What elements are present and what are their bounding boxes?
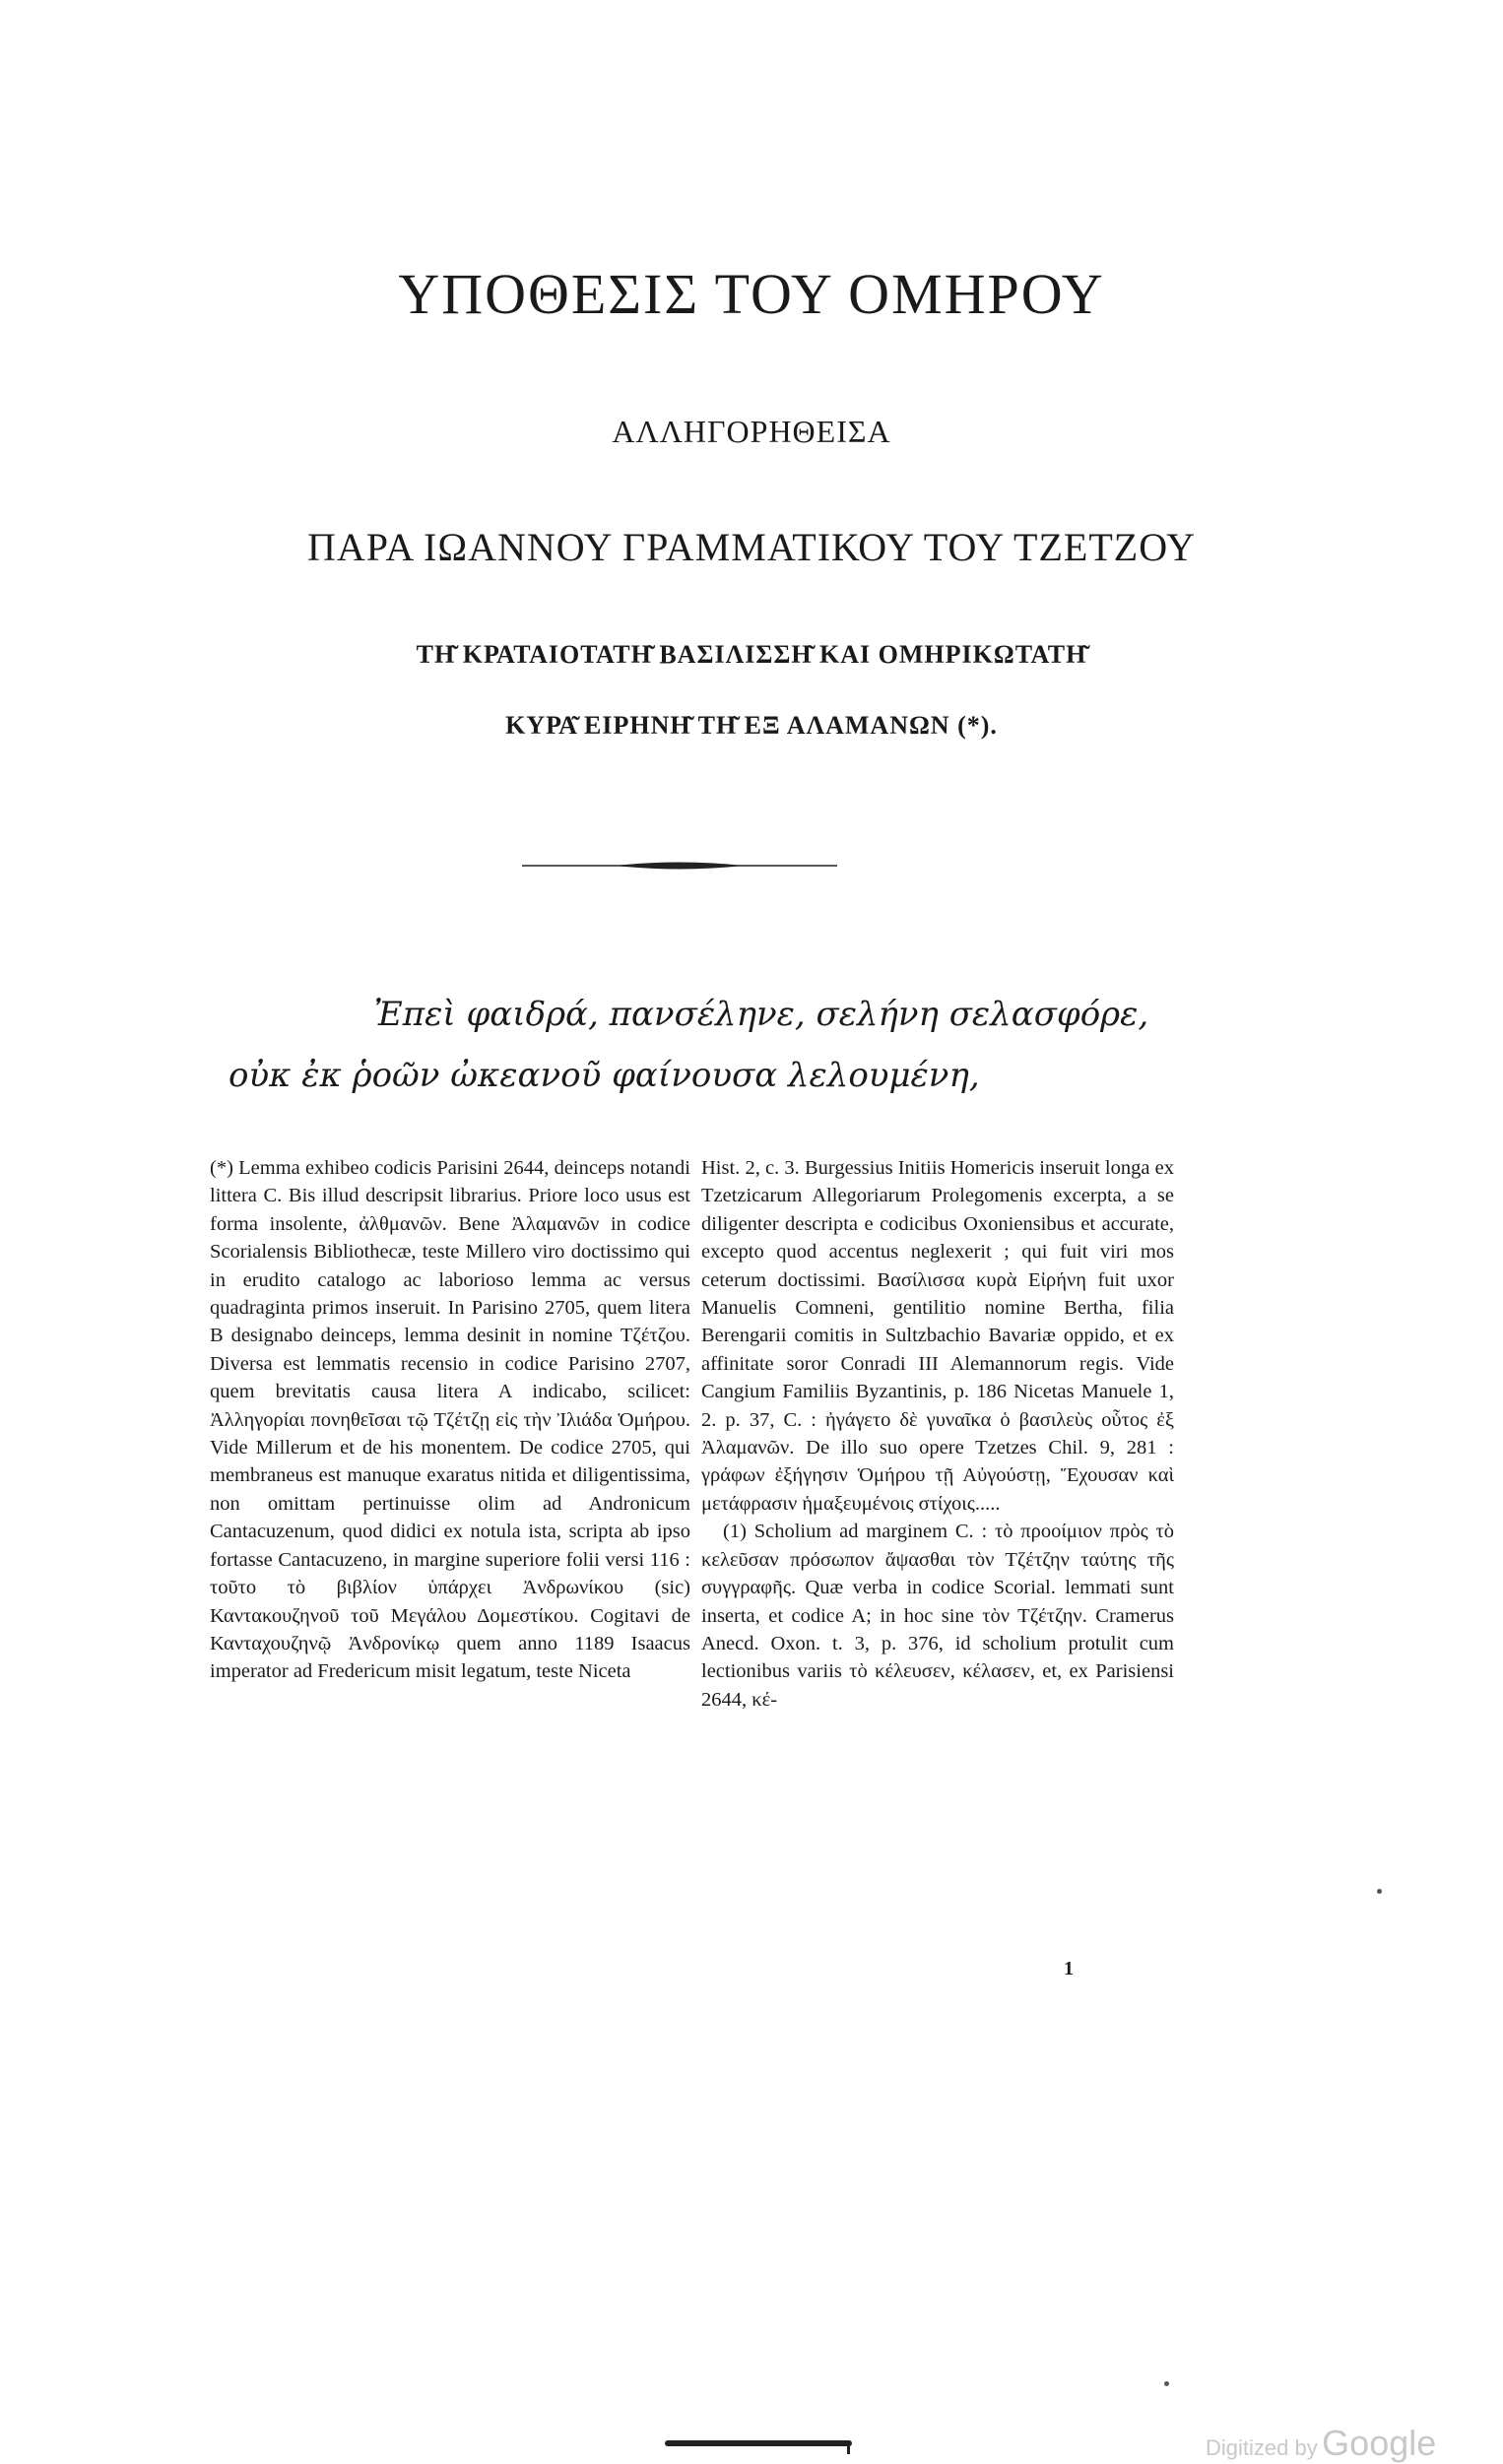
footnote-text: (1) Scholium ad marginem C. : τὸ προοίμιον πρὸς τὸ κελεῦσαν πρόσωπον ἄψασθαι τὸν Τζέτζην ταύτης τῆς συγγραφῆς. Quæ verba in codice Scorial. lemmati sunt inserta, et codice A; in hoc sine τὸν Τζέτζην. Cramerus Anecd. Oxon. t. 3, p. 376, id scholium protulit cum lectionibus variis τὸ κέλευσεν, κέλασεν, et, ex Parisiensi 2644, κέ- <box>701 1521 1174 1711</box>
subtitle-author: ΠΑΡΑ ΙΩΑΝΝΟΥ ΓΡΑΜΜΑΤΙΚΟΥ ΤΟΥ ΤΖΕΤΖΟΥ <box>306 525 1196 569</box>
scan-speck <box>1164 2381 1169 2386</box>
footnote-column-left <box>210 1154 690 1686</box>
subtitle-allegorized: ΑΛΛΗΓΟΡΗΘΕΙΣΑ <box>612 414 891 449</box>
page-number: 1 <box>1064 1958 1074 1979</box>
dedication-line-1: ΤΗ͂ ΚΡΑΤΑΙΟΤΑΤΗ͂ ΒΑΣΙΛΙΣΣΗ͂ ΚΑΙ ΟΜΗΡΙΚΩΤΑΤΗ͂ <box>416 640 1087 669</box>
poem-line-1: Ἐπεὶ φαιδρά, πανσέληνε, σελήνη σελασφόρε, <box>373 995 1149 1034</box>
google-logo: Google <box>1322 2423 1437 2463</box>
digitized-by-google-watermark <box>1206 2423 1436 2464</box>
footnote-text: (*) Lemma exhibeo codicis Parisini 2644, deinceps notandi littera C. Bis illud descripsit librarius. Priore loco usus est forma insolente, ἀλθμανῶν. Bene Ἀλαμανῶν in codice Scorialensis Bibliothecæ, teste Millero viro doctissimo qui in erudito catalogo ac laborioso lemma ac versus quadraginta primos inseruit. In Parisino 2705, quem litera B designabo deinceps, lemma desinit in nomine Τζέτζου. Diversa est lemmatis recensio in codice Parisino 2707, quem brevitatis causa litera A indicabo, scilicet: Ἀλληγορίαι πονηθεῖσαι τῷ Τζέτζῃ εἰς τὴν Ἰλιάδα Ὁμήρου. Vide Millerum et de his monentem. De codice 2705, qui membraneus est manuque exaratus nitida et diligentissima, non omittam pertinuisse olim ad Andronicum Cantacuzenum, quod didici ex notula ista, scripta ab ipso fortasse Cantacuzeno, in margine superiore folii versi 116 : τοῦτο τὸ βιβλίον ὑπάρχει Ἀνδρωνίκου (sic) Καντακουζηνοῦ τοῦ Μεγάλου Δομεστίκου. Cogitavi de Κανταχουζηνῷ Ἀνδρονίκῳ quem anno 1189 Isaacus imperator ad Fredericum misit legatum, teste Niceta <box>210 1157 690 1683</box>
watermark-prefix: Digitized by <box>1206 2435 1318 2460</box>
scan-edge-mark <box>847 2440 850 2454</box>
scan-speck <box>1377 1889 1382 1894</box>
footnote-text: Hist. 2, c. 3. Burgessius Initiis Homericis inseruit longa ex Tzetzicarum Allegoriarum Prolegomenis excerpta, a se diligenter descripta e codicibus Oxoniensibus et accurate, excepto quod accentus neglexerit ; qui fuit viri mos ceterum doctissimi. Βασίλισσα κυρὰ Εἰρήνη fuit uxor Manuelis Comneni, gentilitio nomine Bertha, filia Berengarii comitis in Sultzbachio Bavariæ oppido, et ex affinitate soror Conradi III Alemannorum regis. Vide Cangium Familiis Byzantinis, p. 186 Nicetas Manuele 1, 2. p. 37, C. : ἠγάγετο δὲ γυναῖκα ὁ βασιλεὺς οὗτος ἐξ Ἀλαμανῶν. De illo suo opere Tzetzes Chil. 9, 281 : γράφων ἐξήγησιν Ὁμήρου τῇ Αὐγούστῃ, Ἔχουσαν καὶ μετάφρασιν ἡμαξευμένοις στίχοις..... <box>701 1157 1174 1515</box>
dedication-line-2: ΚΥΡΑ͂ ΕΙΡΗΝΗ͂ ΤΗ͂ ΕΞ ΑΛΑΜΑΝΩΝ (*). <box>505 711 998 740</box>
page-title: ΥΠΟΘΕΣΙΣ ΤΟΥ ΟΜΗΡΟΥ <box>398 262 1105 326</box>
scan-edge-mark <box>665 2440 852 2446</box>
footnote-column-right <box>701 1154 1174 1714</box>
poem-line-2: οὐκ ἐκ ῥοῶν ὠκεανοῦ φαίνουσα λελουμένη, <box>229 1056 980 1095</box>
ornament-divider <box>522 859 837 873</box>
